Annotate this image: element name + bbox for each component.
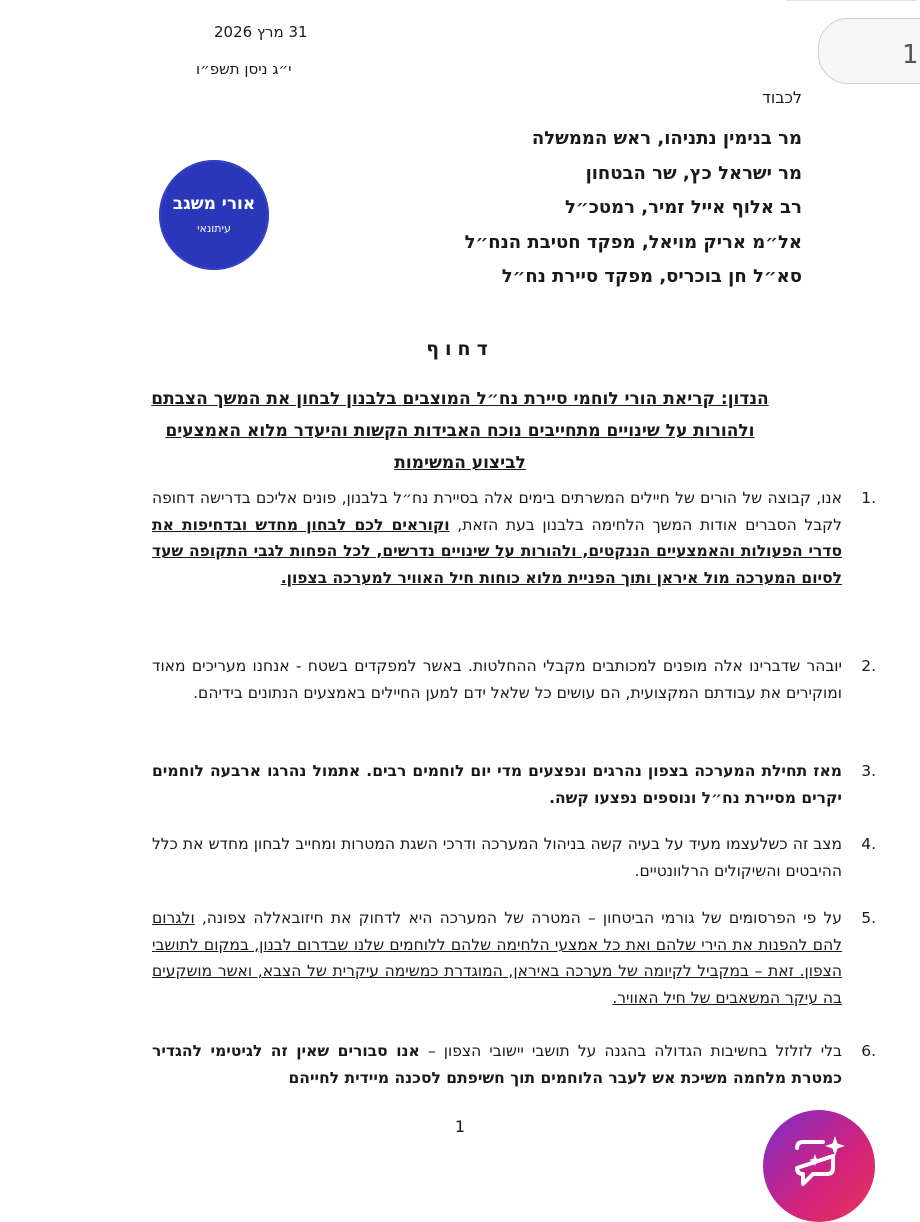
item-text: אנו, קבוצה של הורים של חיילים המשרתים בימים אלה בסיירת נח״ל בלבנון, פונים אליכם בדרישה דחופה לקבל הסברים אודות המשך הלחימה בלבנון בעת הזאת, bbox=[152, 489, 842, 534]
item-number: 3. bbox=[861, 762, 876, 780]
stamp-name: אורי משגב bbox=[172, 194, 256, 214]
date-gregorian: 31 מרץ 2026 bbox=[214, 23, 308, 41]
recipient-item: אל״מ אריק מויאל, מפקד חטיבת הנח״ל bbox=[464, 231, 802, 253]
item-text-emphasis: אנו סבורים שאין זה לגיטימי להגדיר כמטרת מלחמה משיכת אש לעבר הלוחמים תוך חשיפתם לסכנה מיידית לחייהם bbox=[152, 1042, 842, 1087]
page-indicator-number: 1 bbox=[902, 40, 919, 70]
document-title: דחוף bbox=[426, 338, 494, 360]
item-text: מאז תחילת המערכה בצפון נהרגים ונפצעים מדי יום לוחמים רבים. אתמול נהרגו ארבעה לוחמים יקרים מסיירת נח״ל ונוספים נפצעו קשה. bbox=[152, 762, 842, 807]
ai-assistant-button[interactable] bbox=[763, 1110, 875, 1222]
recipient-item: מר בנימין נתניהו, ראש הממשלה bbox=[531, 128, 802, 149]
recipient-item: מר ישראל כץ, שר הבטחון bbox=[585, 162, 802, 184]
item-text: יובהר שדברינו אלה מופנים למכותבים מקבלי ההחלטות. באשר למפקדים בשטח - אנחנו מעריכים מאוד ומוקירים את עבודתם המקצועית, הם עושים כל שלאל ידם למען החיילים באמצעים הנתונים בידיהם. bbox=[152, 657, 842, 702]
list-item bbox=[152, 485, 876, 591]
item-text: בלי לזלזל בחשיבות הגדולה בהגנה על תושבי יישובי הצפון – bbox=[419, 1042, 842, 1060]
list-item bbox=[152, 831, 876, 884]
recipient-item: סא״ל חן בוכריס, מפקד סיירת נח״ל bbox=[501, 266, 802, 287]
to-label: לכבוד bbox=[762, 88, 802, 107]
item-number: 6. bbox=[861, 1042, 876, 1060]
page-divider bbox=[786, 0, 916, 1]
list-item bbox=[152, 653, 876, 706]
ai-chat-sparkle-icon bbox=[789, 1134, 849, 1194]
author-stamp bbox=[159, 160, 269, 270]
item-number: 2. bbox=[861, 657, 876, 675]
list-item bbox=[152, 1038, 876, 1091]
subject-line: ולהורות על שינויים מתחייבים נוכח האבידות הקשות והיעדר מלוא האמצעים bbox=[165, 421, 755, 441]
recipient-item: רב אלוף אייל זמיר, רמטכ״ל bbox=[565, 197, 802, 218]
subject-line: לביצוע המשימות bbox=[394, 453, 526, 473]
item-text: מצב זה כשלעצמו מעיד על בעיה קשה בניהול המערכה ודרכי השגת המטרות ומחייב לבחון מחדש את כלל ההיבטים והשיקולים הרלוונטיים. bbox=[152, 835, 842, 880]
list-item bbox=[152, 905, 876, 1011]
item-text-underlined: ולגרום להם להפנות את הירי שלהם ואת כל אמצעי הלחימה שלהם ללוחמים שלנו שבדרום לבנון, במקום לתושבי הצפון. זאת – במקביל לקיומה של מערכה באיראן, המוגדרת כמשימה עיקרית של הצבא, ואשר מושקעים בה עיקר המשאבים של חיל האוויר. bbox=[152, 909, 842, 1007]
item-number: 1. bbox=[861, 489, 876, 507]
date-hebrew: י״ג ניסן תשפ״ו bbox=[196, 60, 292, 78]
page-number: 1 bbox=[454, 1117, 466, 1136]
subject-line: הנדון: קריאת הורי לוחמי סיירת נח״ל המוצבים בלבנון לבחון את המשך הצבתם bbox=[151, 389, 769, 409]
item-number: 4. bbox=[861, 835, 876, 853]
subject-block bbox=[110, 383, 810, 479]
recipient-list bbox=[202, 122, 802, 295]
list-item bbox=[152, 758, 876, 811]
stamp-role: עיתונאי bbox=[197, 222, 231, 235]
item-text: על פי הפרסומים של גורמי הביטחון – המטרה של המערכה היא לדחוק את חיזובאללה צפונה, bbox=[194, 909, 842, 927]
item-text-emphasis: וקוראים לכם לבחון מחדש ובדחיפות את סדרי הפעולות והאמצעיים הננקטים, ולהורות על שינויים נדרשים, לכל הפחות לגבי התקופה שעד לסיום המערכה מול איראן ותוך הפניית מלוא כוחות חיל האוויר למערכה בצפון. bbox=[152, 515, 842, 587]
item-number: 5. bbox=[861, 909, 876, 927]
